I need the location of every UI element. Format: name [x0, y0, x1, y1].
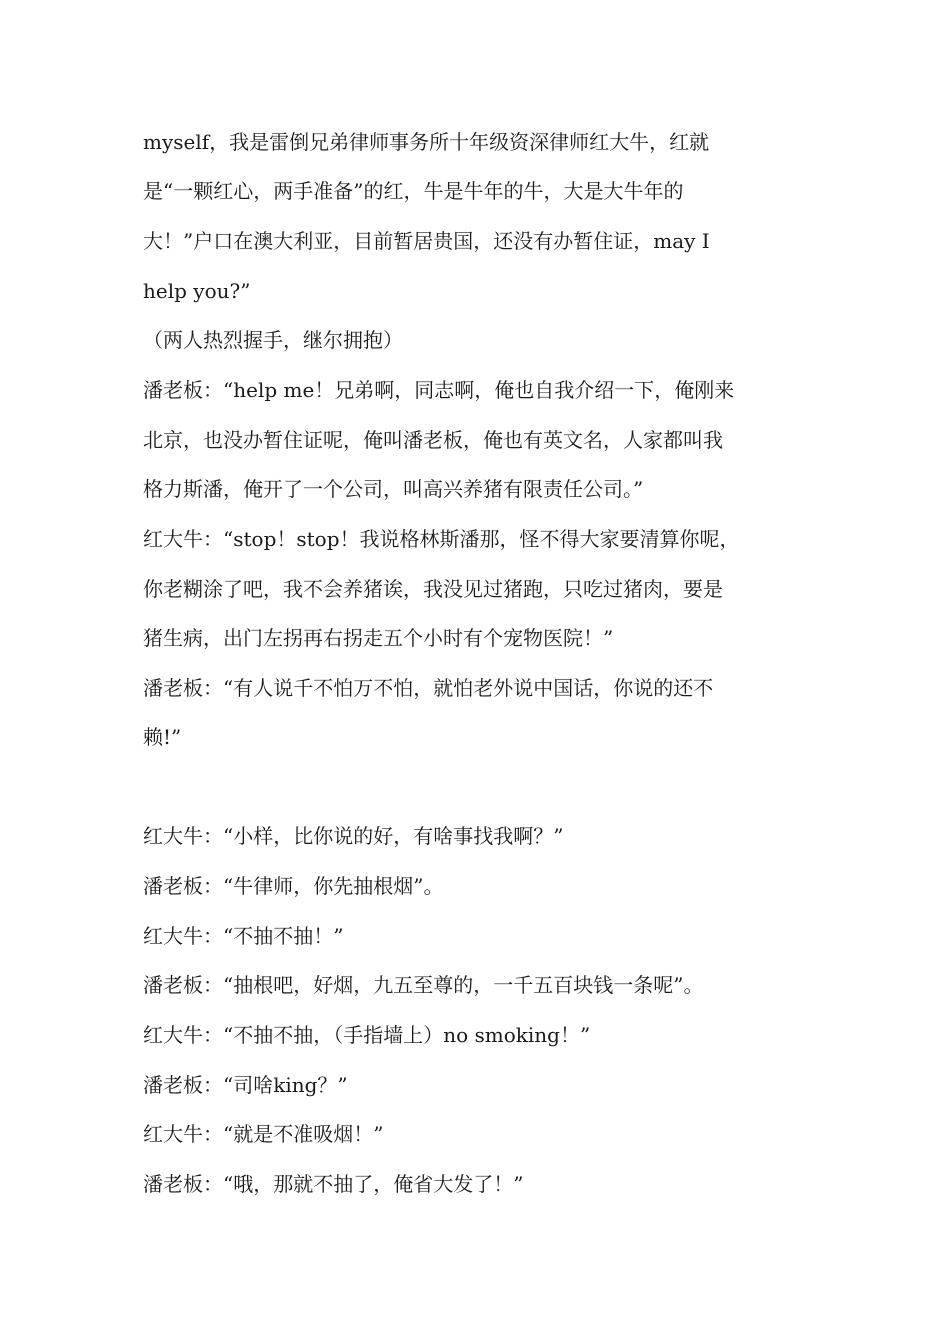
- dialogue-line: 潘老板：“help me！兄弟啊，同志啊，俺也自我介绍一下，俺刚来: [143, 378, 735, 402]
- text-line: help you?”: [143, 279, 251, 303]
- dialogue-line: 红大牛：“不抽不抽！”: [143, 924, 344, 948]
- dialogue-line: 红大牛：“不抽不抽，（手指墙上）no smoking！”: [143, 1023, 591, 1047]
- dialogue-line: 潘老板：“牛律师，你先抽根烟”。: [143, 874, 444, 898]
- dialogue-line: 红大牛：“小样，比你说的好，有啥事找我啊？”: [143, 824, 564, 848]
- text-line: myself，我是雷倒兄弟律师事务所十年级资深律师红大牛，红就: [143, 130, 710, 154]
- text-line: 格力斯潘，俺开了一个公司，叫高兴养猪有限责任公司。”: [143, 477, 644, 501]
- dialogue-line: 潘老板：“有人说千不怕万不怕，就怕老外说中国话，你说的还不: [143, 676, 714, 700]
- dialogue-line: 潘老板：“哦，那就不抽了，俺省大发了！”: [143, 1172, 524, 1196]
- dialogue-line: 潘老板：“抽根吧，好烟，九五至尊的，一千五百块钱一条呢”。: [143, 973, 704, 997]
- stage-direction: （两人热烈握手，继尔拥抱）: [143, 328, 403, 352]
- text-line: 猪生病，出门左拐再右拐走五个小时有个宠物医院！”: [143, 626, 614, 650]
- text-line: 北京，也没办暂住证呢，俺叫潘老板，俺也有英文名，人家都叫我: [143, 428, 723, 452]
- text-line: 赖!”: [143, 725, 182, 749]
- text-line: 是“一颗红心，两手准备”的红，牛是牛年的牛，大是大牛年的: [143, 179, 684, 203]
- dialogue-line: 红大牛：“stop！stop！我说格林斯潘那，怪不得大家要清算你呢，: [143, 527, 740, 551]
- text-line: 你老糊涂了吧，我不会养猪诶，我没见过猪跑，只吃过猪肉，要是: [143, 577, 723, 601]
- text-line: 大！”户口在澳大利亚，目前暂居贵国，还没有办暂住证，may I: [143, 229, 710, 253]
- dialogue-line: 红大牛：“就是不准吸烟！”: [143, 1122, 384, 1146]
- dialogue-line: 潘老板：“司啥king？”: [143, 1073, 348, 1097]
